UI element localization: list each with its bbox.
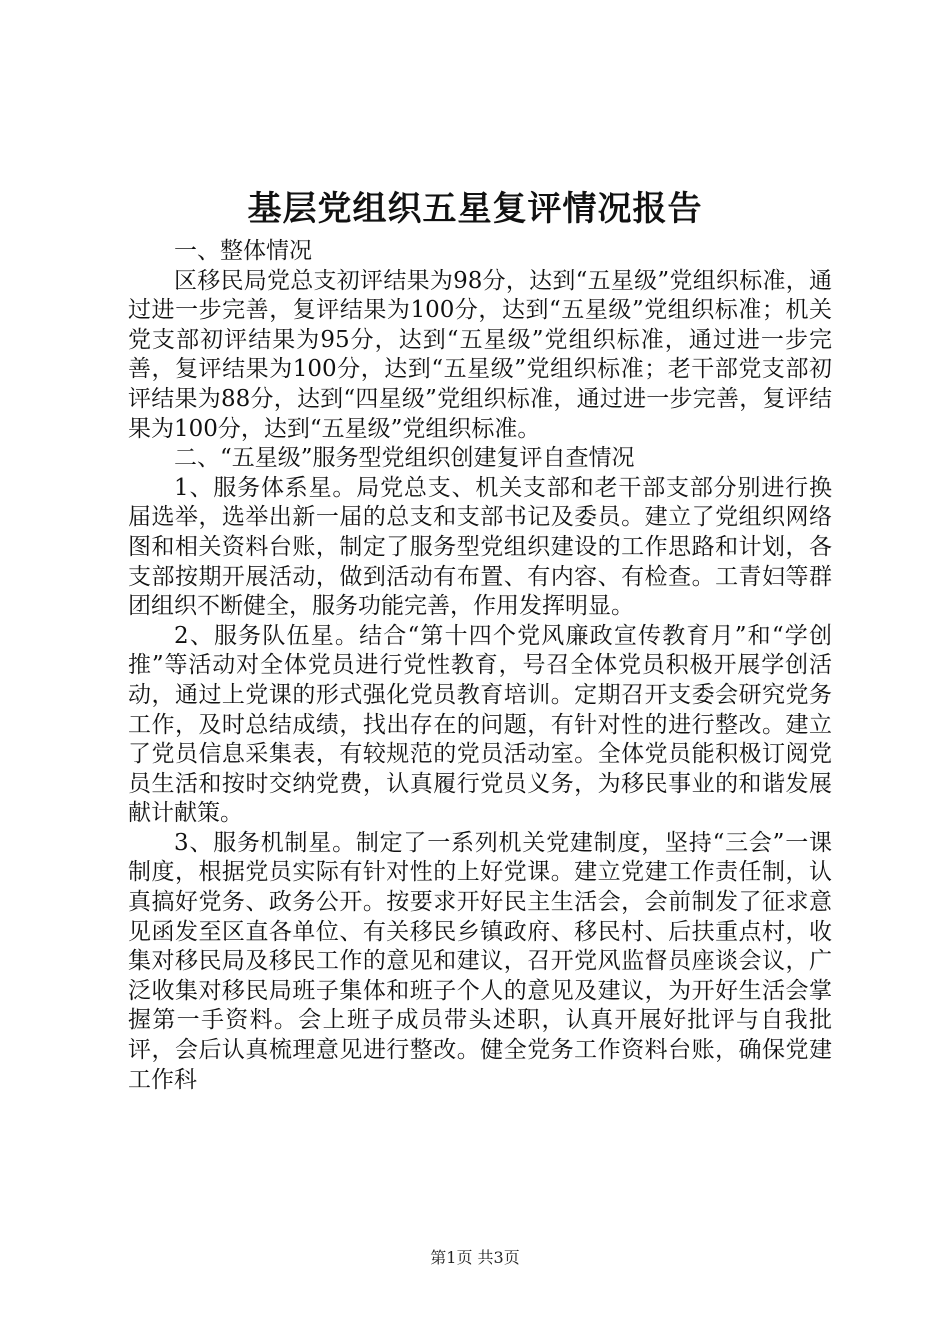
page-footer: 第1页 共3页 (430, 1248, 520, 1267)
paragraph: 区移民局党总支初评结果为98分，达到“五星级”党组织标准，通过进一步完善，复评结果为100分，达到“五星级”党组织标准；机关党支部初评结果为95分，达到“五星级”党组织标准，通过进一步完善，复评结果为100分，达到“五星级”党组织标准；老干部党支部初评结果为88分，达到“四星级”党组织标准，通过进一步完善，复评结果为100分，达到“五星级”党组织标准。 (128, 267, 832, 442)
document-title: 基层党组织五星复评情况报告 (247, 189, 703, 229)
section-heading: 二、“五星级”服务型党组织创建复评自查情况 (174, 445, 635, 472)
paragraph: 2、服务队伍星。结合“第十四个党风廉政宣传教育月”和“学创推”等活动对全体党员进行党性教育，号召全体党员积极开展学创活动，通过上党课的形式强化党员教育培训。定期召开支委会研究党务工作，及时总结成绩，找出存在的问题，有针对性的进行整改。建立了党员信息采集表，有较规范的党员活动室。全体党员能积极订阅党员生活和按时交纳党费，认真履行党员义务，为移民事业的和谐发展献计献策。 (128, 622, 832, 827)
section-heading: 一、整体情况 (174, 238, 312, 264)
document-body (128, 237, 832, 1095)
paragraph: 1、服务体系星。局党总支、机关支部和老干部支部分别进行换届选举，选举出新一届的总支和支部书记及委员。建立了党组织网络图和相关资料台账，制定了服务型党组织建设的工作思路和计划，各支部按期开展活动，做到活动有布置、有内容、有检查。工青妇等群团组织不断健全，服务功能完善，作用发挥明显。 (128, 474, 832, 620)
paragraph: 3、服务机制星。制定了一系列机关党建制度，坚持“三会”一课制度，根据党员实际有针对性的上好党课。建立党建工作责任制，认真搞好党务、政务公开。按要求开好民主生活会，会前制发了征求意见函发至区直各单位、有关移民乡镇政府、移民村、后扶重点村，收集对移民局及移民工作的意见和建议，召开党风监督员座谈会议，广泛收集对移民局班子集体和班子个人的意见及建议，为开好生活会掌握第一手资料。会上班子成员带头述职，认真开展好批评与自我批评，会后认真梳理意见进行整改。健全党务工作资料台账，确保党建工作科 (128, 829, 832, 1093)
